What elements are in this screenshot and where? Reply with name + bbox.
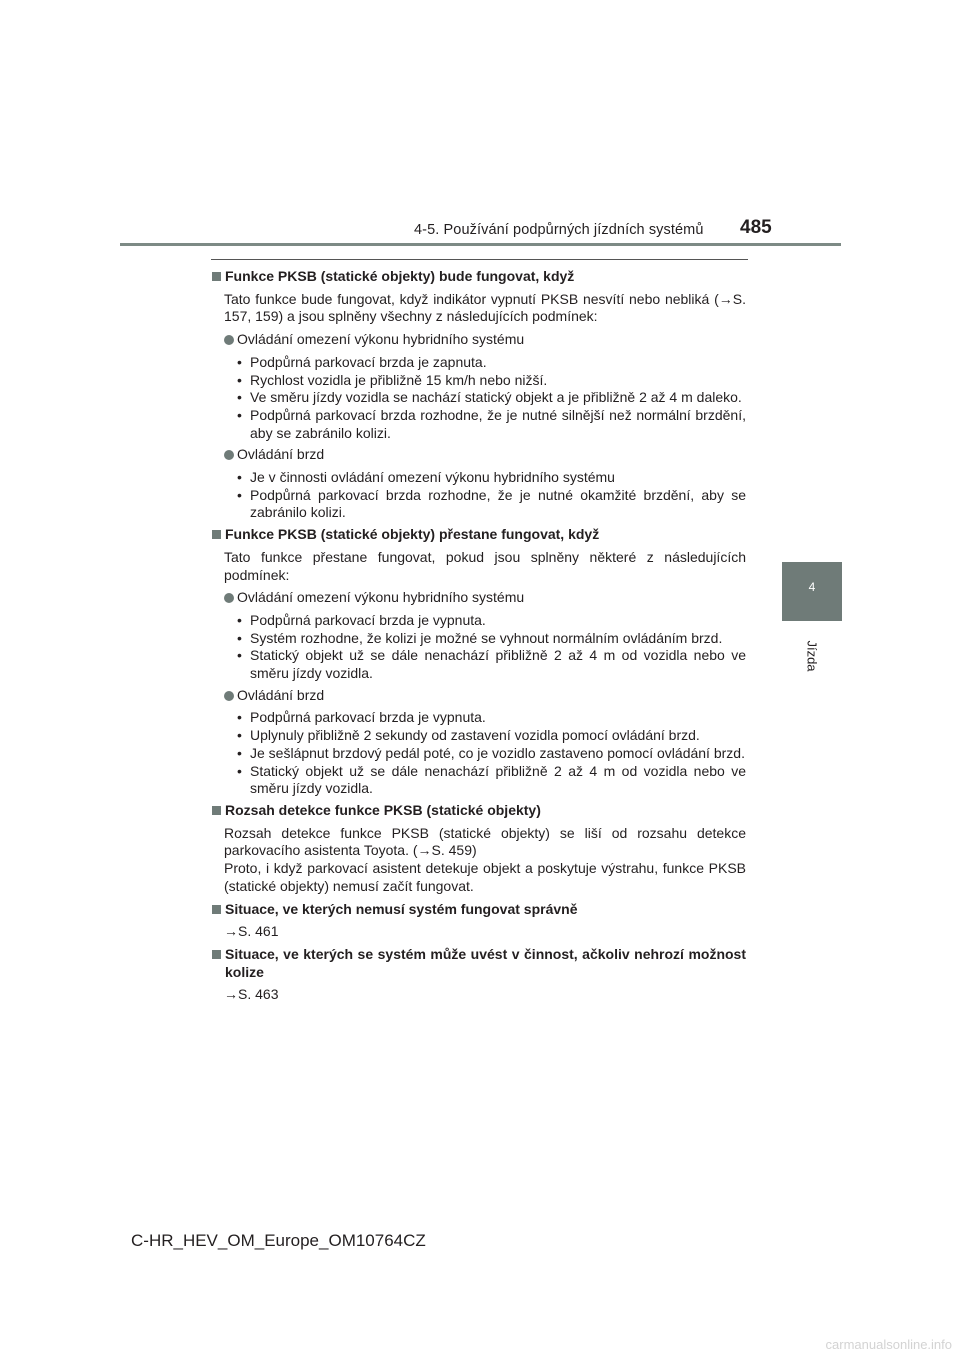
square-bullet-icon xyxy=(212,272,221,281)
heading-text: Funkce PKSB (statické objekty) bude fungovat, když xyxy=(225,268,575,284)
list-item: • Podpůrná parkovací brzda rozhodne, že je nutné silnější než normální brzdění, aby se zabránilo kolizi. xyxy=(237,406,746,441)
circle-bullet-icon xyxy=(224,593,234,603)
heading-text: Rozsah detekce funkce PKSB (statické objekty) xyxy=(225,801,541,818)
watermark: carmanualsonline.info xyxy=(825,1337,952,1352)
subsection-text: Ovládání brzd xyxy=(237,446,325,463)
page-content xyxy=(211,268,746,1009)
subsection-text: Ovládání brzd xyxy=(237,686,325,703)
square-bullet-icon xyxy=(212,530,221,539)
subsection-title xyxy=(211,687,746,705)
paragraph: Proto, i když parkovací asistent detekuje objekt a poskytuje výstrahu, funkce PKSB (statické objekty) nemusí začít fungovat. xyxy=(224,860,746,894)
paragraph: Rozsah detekce funkce PKSB (statické objekty) se liší od rozsahu detekce parkovacího asistenta Toyota. (→S. 459) xyxy=(224,824,746,859)
section-title: 4-5. Používání podpůrných jízdních systémů xyxy=(414,222,704,238)
subsection-title xyxy=(211,331,746,349)
section-heading xyxy=(211,802,746,820)
section-heading xyxy=(211,946,746,981)
list-item: • Je v činnosti ovládání omezení výkonu hybridního systému xyxy=(237,469,615,486)
section-heading xyxy=(211,901,746,919)
bullet-list xyxy=(211,354,746,443)
chapter-label xyxy=(804,636,820,676)
list-item: • Podpůrná parkovací brzda je zapnuta. xyxy=(237,353,487,370)
list-item: • Podpůrná parkovací brzda rozhodne, že je nutné okamžité brzdění, aby se zabránilo kolizi. xyxy=(237,486,746,521)
list-item: • Podpůrná parkovací brzda je vypnuta. xyxy=(237,709,486,726)
list-item: • Uplynuly přibližně 2 sekundy od zastavení vozidla pomocí ovládání brzd. xyxy=(237,727,700,744)
subsection-text: Ovládání omezení výkonu hybridního systému xyxy=(237,331,525,348)
circle-bullet-icon xyxy=(224,691,234,701)
subsection-title xyxy=(211,446,746,464)
bullet-list xyxy=(211,612,746,683)
page-number: 485 xyxy=(740,217,772,238)
bullet-list xyxy=(211,469,746,522)
heading-text: Situace, ve kterých se systém může uvést v činnost, ačkoliv nehrozí možnost kolize xyxy=(225,945,746,980)
page-reference: →S. 463 xyxy=(224,986,279,1003)
list-item: • Statický objekt už se dále nenachází přibližně 2 až 4 m od vozidla nebo ve směru jízdy vozidla. xyxy=(237,647,746,682)
square-bullet-icon xyxy=(212,806,221,815)
heading-text: Funkce PKSB (statické objekty) přestane fungovat, když xyxy=(225,526,600,543)
paragraph: Tato funkce přestane fungovat, pokud jsou splněny některé z následujících podmínek: xyxy=(224,548,746,583)
subsection-text: Ovládání omezení výkonu hybridního systému xyxy=(237,589,525,606)
document-code: C-HR_HEV_OM_Europe_OM10764CZ xyxy=(131,1231,426,1250)
page-reference: →S. 461 xyxy=(224,923,279,940)
chapter-number: 4 xyxy=(808,580,816,594)
chapter-tab xyxy=(782,562,842,621)
list-item: • Statický objekt už se dále nenachází přibližně 2 až 4 m od vozidla nebo ve směru jízdy vozidla. xyxy=(237,762,746,797)
bullet-list xyxy=(211,709,746,798)
heading-text: Situace, ve kterých nemusí systém fungovat správně xyxy=(225,900,578,917)
chapter-label-text: Jízda xyxy=(804,640,820,672)
square-bullet-icon xyxy=(212,950,221,959)
header-divider xyxy=(120,243,841,246)
list-item: • Je sešlápnut brzdový pedál poté, co je vozidlo zastaveno pomocí ovládání brzd. xyxy=(237,744,745,761)
section-heading xyxy=(211,268,746,286)
circle-bullet-icon xyxy=(224,450,234,460)
list-item: • Podpůrná parkovací brzda je vypnuta. xyxy=(237,611,486,628)
paragraph: Tato funkce bude fungovat, když indikátor vypnutí PKSB nesvítí nebo nebliká (→S. 157, 159) a jsou splněny všechny z následujících podmínek: xyxy=(224,290,746,325)
subsection-title xyxy=(211,589,746,607)
list-item: • Systém rozhodne, že kolizi je možné se vyhnout normálním ovládáním brzd. xyxy=(237,629,723,646)
content-divider xyxy=(211,259,748,260)
list-item: • Rychlost vozidla je přibližně 15 km/h nebo nižší. xyxy=(237,371,548,388)
circle-bullet-icon xyxy=(224,335,234,345)
section-heading xyxy=(211,526,746,544)
square-bullet-icon xyxy=(212,905,221,914)
list-item: • Ve směru jízdy vozidla se nachází statický objekt a je přibližně 2 až 4 m daleko. xyxy=(237,389,742,406)
